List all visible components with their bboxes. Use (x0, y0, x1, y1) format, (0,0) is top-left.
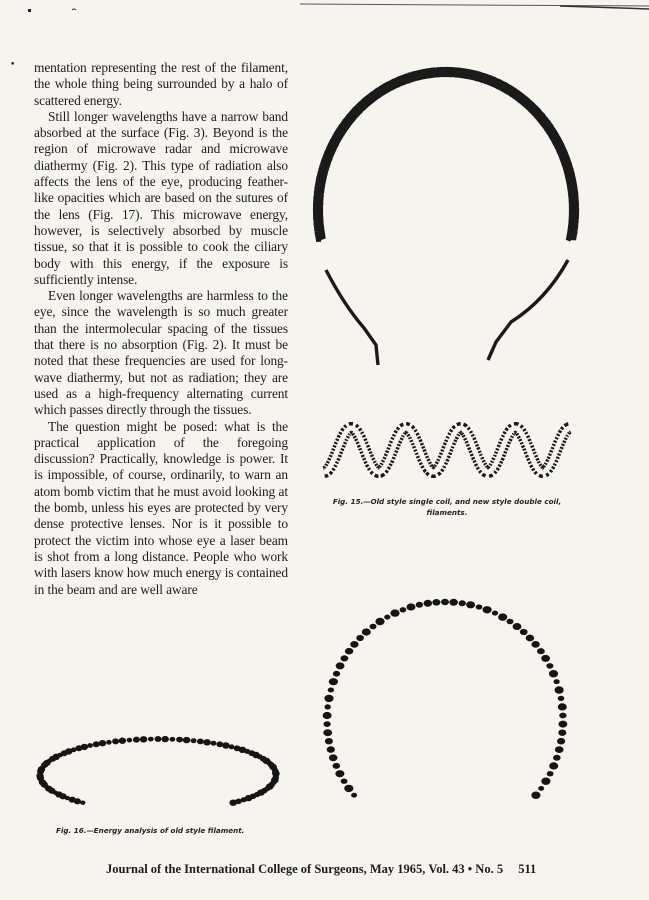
page-number: 511 (518, 862, 537, 876)
margin-mark: • (10, 60, 16, 70)
journal-citation: Journal of the International College of Surgeons, May 1965, Vol. 43 • No. 5 (106, 862, 504, 876)
paragraph: mentation representing the rest of the filament, the whole thing being surrounded by a halo of scattered energy. (34, 60, 288, 108)
paragraph: The question might be posed: what is the practical application of the foregoing discussion? Practically, knowledge is power. It is impossible, of course, ordinarily, to warn an atom bomb victim that he must avoid looking at the bomb, unless his eyes are protected by very dense protective lenses. Nor is it possible to protect the victim into whose eye a laser beam is shot from a long distance. People who work with lasers know how much energy is contained in the beam and are well aware (34, 418, 288, 597)
figure-double-coil-filament (316, 410, 578, 490)
paragraph: Still longer wavelengths have a narrow band absorbed at the surface (Fig. 3). Beyond is the region of microwave radar and microwave diathermy (Fig. 2). This type of radiation also affects the lens of the eye, producing feather-like opacities which are based on the sutures of the lens (Fig. 17). This microwave energy, however, is selectively absorbed by muscle tissue, so that it is possible to cook the ciliary body with this energy, if the exposure is sufficiently intense. (34, 108, 288, 287)
figure-15-caption: Fig. 15.—Old style single coil, and new style double coil, filaments. (332, 497, 562, 517)
figure-energy-ring-large (305, 590, 585, 850)
article-text (34, 60, 288, 598)
top-edge-marks (0, 0, 649, 14)
paragraph: Even longer wavelengths are harmless to the eye, since the wavelength is so much greater than the intermolecular spacing of the tissues that there is no absorption (Fig. 2). It must be noted that these frequencies are used for long-wave diathermy, but not as radiation; they are used as a high-frequency alternating current which passes directly through the tissues. (34, 288, 288, 418)
figure-16-caption: Fig. 16.—Energy analysis of old style filament. (56, 826, 245, 835)
figure-energy-analysis-filament (30, 725, 290, 825)
figure-single-coil-filament (306, 60, 586, 380)
page-footer (106, 862, 576, 877)
